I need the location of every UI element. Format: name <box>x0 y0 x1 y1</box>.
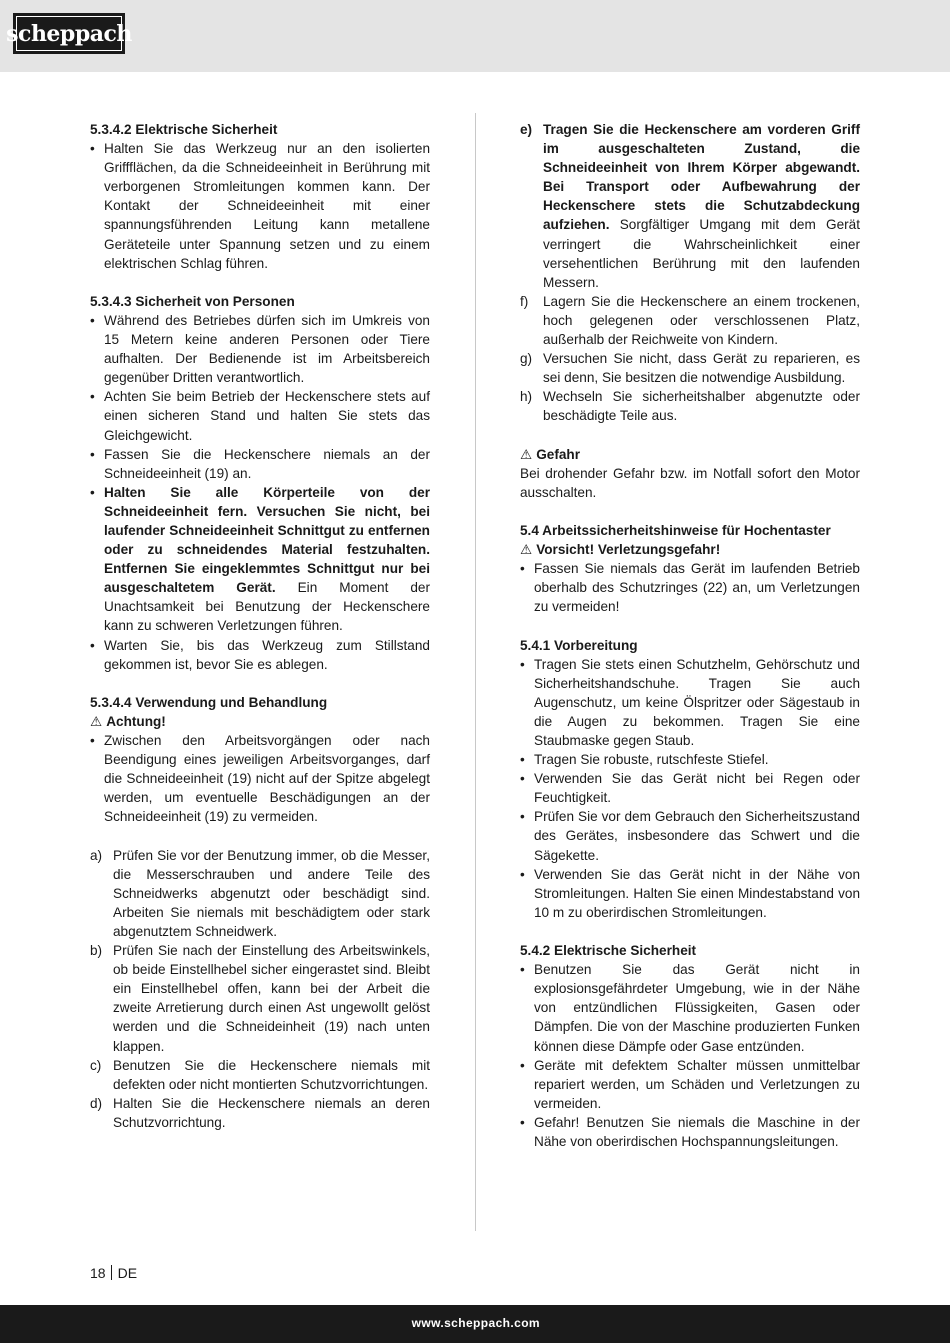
bullet-list <box>520 655 860 922</box>
list-item: • Warten Sie, bis das Werkzeug zum Stillstand gekommen ist, bevor Sie es ablegen. <box>90 636 430 674</box>
page-number-value: 18 <box>90 1265 106 1281</box>
section-title: 5.4.1 Vorbereitung <box>520 637 638 653</box>
list-text: Prüfen Sie nach der Einstellung des Arbeitswinkels, ob beide Einstellhebel sicher eingerastet sind. Bleibt ein Einstellhebel offen, kann bei der Arbeit die zweite Arretierung durch einen Ast ungewollt gelöst werden und die Schneideinheit (19) nach unten klappen. <box>113 943 430 1054</box>
list-item: • Benutzen Sie das Gerät nicht in explosionsgefährdeter Umgebung, wie in der Nähe von entzündlichen Flüssigkeiten, Gasen oder Dämpfen. Die von der Maschine produzierten Funken können diese Dämpfe oder Gase entzünden. <box>520 960 860 1055</box>
list-text: Versuchen Sie nicht, dass Gerät zu reparieren, es sei denn, Sie besitzen die notwendige Ausbildung. <box>543 351 860 386</box>
header-bar <box>0 0 950 72</box>
scheppach-logo: scheppach <box>13 13 125 54</box>
list-item: • Während des Betriebes dürfen sich im Umkreis von 15 Metern keine anderen Personen oder Tiere aufhalten. Der Bedienende ist im Arbeitsbereich gegenüber Dritten verantwortlich. <box>90 311 430 387</box>
list-item <box>520 120 860 292</box>
warning-heading <box>520 445 860 464</box>
list-item: • Achten Sie beim Betrieb der Heckenschere stets auf einen sicheren Stand und halten Sie stets das Gleichgewicht. <box>90 387 430 444</box>
warning-icon: ⚠ <box>520 542 533 558</box>
page-number-separator <box>111 1265 112 1280</box>
list-text: Halten Sie die Heckenschere niemals an deren Schutzvorrichtung. <box>113 1095 430 1130</box>
bullet-list <box>520 960 860 1151</box>
body-text: Bei drohender Gefahr bzw. im Notfall sofort den Motor ausschalten. <box>520 465 860 500</box>
column-divider <box>475 113 476 1231</box>
bullet-list <box>90 311 430 674</box>
list-item: • Gefahr! Benutzen Sie niemals die Maschine in der Nähe von oberirdischen Hochspannungsleitungen. <box>520 1113 860 1151</box>
list-item <box>90 846 430 941</box>
list-label: a) <box>90 847 103 863</box>
bullet-list <box>520 559 860 616</box>
bold-warning-text: Halten Sie alle Körperteile von der Schneideeinheit fern. Versuchen Sie nicht, bei laufender Schneideeinheit Schnittgut zu entfernen oder zu schneidendes Material festzuhalten. Entfernen Sie eingeklemmtes Schnittgut nur bei ausgeschaltetem Gerät. <box>104 484 430 596</box>
lettered-list <box>520 120 860 426</box>
list-item <box>90 1094 430 1132</box>
list-label: e) <box>520 122 533 137</box>
list-label: h) <box>520 389 533 405</box>
section-title: 5.3.4.2 Elektrische Sicherheit <box>90 122 278 137</box>
bold-warning-text: Tragen Sie die Heckenschere am vorderen Griff im ausgeschalteten Zustand, die Schneideeinheit von Ihrem Körper abgewandt. Bei Transport oder Aufbewahrung der Heckenschere stets die Schutzabdeckung aufziehen. <box>543 122 860 233</box>
list-item: • Halten Sie das Werkzeug nur an den isolierten Griffflächen, da die Schneideeinheit in Berührung mit verborgenen Stromleitungen kommen kann. Der Kontakt der Schneideeinheit mit einer spannungsführenden Leitung kann metallene Geräteteile unter Spannung setzen und zu einem elektrischen Schlag führen. <box>90 139 430 273</box>
list-item: • Tragen Sie robuste, rutschfeste Stiefel. <box>520 750 860 769</box>
warning-label: Achtung! <box>106 713 166 729</box>
list-text: Benutzen Sie die Heckenschere niemals mit defekten oder nicht montierten Schutzvorrichtungen. <box>113 1057 430 1092</box>
list-label: b) <box>90 943 103 959</box>
website-link[interactable]: www.scheppach.com <box>411 1316 540 1330</box>
list-item: • Tragen Sie stets einen Schutzhelm, Gehörschutz und Sicherheitshandschuhe. Tragen Sie auch Augenschutz, um keine Ölspritzer oder Sägestaub in die Augen zu bekommen. Tragen Sie eine Staubmaske gegen Staub. <box>520 655 860 750</box>
list-item: • Fassen Sie die Heckenschere niemals an der Schneideeinheit (19) an. <box>90 445 430 483</box>
list-item: • Fassen Sie niemals das Gerät im laufenden Betrieb oberhalb des Schutzringes (22) an, um Verletzungen zu vermeiden! <box>520 559 860 616</box>
right-column <box>520 120 860 1151</box>
list-item <box>90 1056 430 1094</box>
warning-label: Vorsicht! Verletzungsgefahr! <box>536 542 721 558</box>
section-title: 5.3.4.4 Verwendung und Behandlung <box>90 694 328 710</box>
lettered-list <box>90 846 430 1132</box>
page-number <box>90 1265 137 1281</box>
section-title: 5.3.4.3 Sicherheit von Personen <box>90 293 295 309</box>
list-item: • Prüfen Sie vor dem Gebrauch den Sicherheitszustand des Gerätes, insbesondere das Schwert und die Sägekette. <box>520 807 860 864</box>
list-item <box>520 349 860 387</box>
warning-icon: ⚠ <box>90 713 103 729</box>
list-label: d) <box>90 1095 103 1111</box>
bullet-list <box>90 731 430 826</box>
list-label: f) <box>520 293 529 309</box>
warning-icon: ⚠ <box>520 446 533 462</box>
list-label: g) <box>520 351 533 367</box>
list-item <box>520 387 860 425</box>
list-text: Wechseln Sie sicherheitshalber abgenutzte oder beschädigte Teile aus. <box>543 389 860 424</box>
list-item: • Zwischen den Arbeitsvorgängen oder nach Beendigung eines jeweiligen Arbeitsvorganges, darf die Schneideeinheit (19) nicht auf der Spitze abgelegt werden, um eventuelle Beschädigungen an der Schneideeinheit (19) zu vermeiden. <box>90 731 430 826</box>
body-text: Ein Moment der Unachtsamkeit bei Benutzung der Heckenschere kann zu schweren Verletzungen führen. <box>104 580 431 634</box>
footer-bar <box>0 1305 950 1343</box>
list-text: Lagern Sie die Heckenschere an einem trockenen, hoch gelegenen oder verschlossenen Platz, außerhalb der Reichweite von Kindern. <box>543 293 860 348</box>
list-text: Sorgfältiger Umgang mit dem Gerät verringert die Wahrscheinlichkeit einer versehentlichen Berührung mit den laufenden Messern. <box>543 217 860 290</box>
language-code: DE <box>117 1265 138 1281</box>
list-text: Prüfen Sie vor der Benutzung immer, ob die Messer, die Messerschrauben und andere Teile des Schneidwerks abgenutzt oder beschädigt sind. Arbeiten Sie niemals mit beschädigtem oder stark abgenutztem Schneidwerk. <box>113 847 430 939</box>
section-title: 5.4.2 Elektrische Sicherheit <box>520 943 697 959</box>
warning-heading <box>520 540 860 559</box>
list-item <box>90 483 430 636</box>
warning-label: Gefahr <box>536 446 581 462</box>
list-item: • Verwenden Sie das Gerät nicht in der Nähe von Stromleitungen. Halten Sie einen Mindestabstand von 10 m zu oberirdischen Stromleitungen. <box>520 865 860 922</box>
list-item: • Geräte mit defektem Schalter müssen unmittelbar repariert werden, um Schäden und Verletzungen zu vermeiden. <box>520 1056 860 1113</box>
section-title: 5.4 Arbeitssicherheitshinweise für Hochentaster <box>520 522 831 538</box>
left-column <box>90 120 430 1132</box>
bullet-list <box>90 139 430 273</box>
warning-heading <box>90 712 430 731</box>
list-label: c) <box>90 1057 102 1073</box>
list-item: • Verwenden Sie das Gerät nicht bei Regen oder Feuchtigkeit. <box>520 769 860 807</box>
list-item <box>90 941 430 1056</box>
list-item <box>520 292 860 349</box>
